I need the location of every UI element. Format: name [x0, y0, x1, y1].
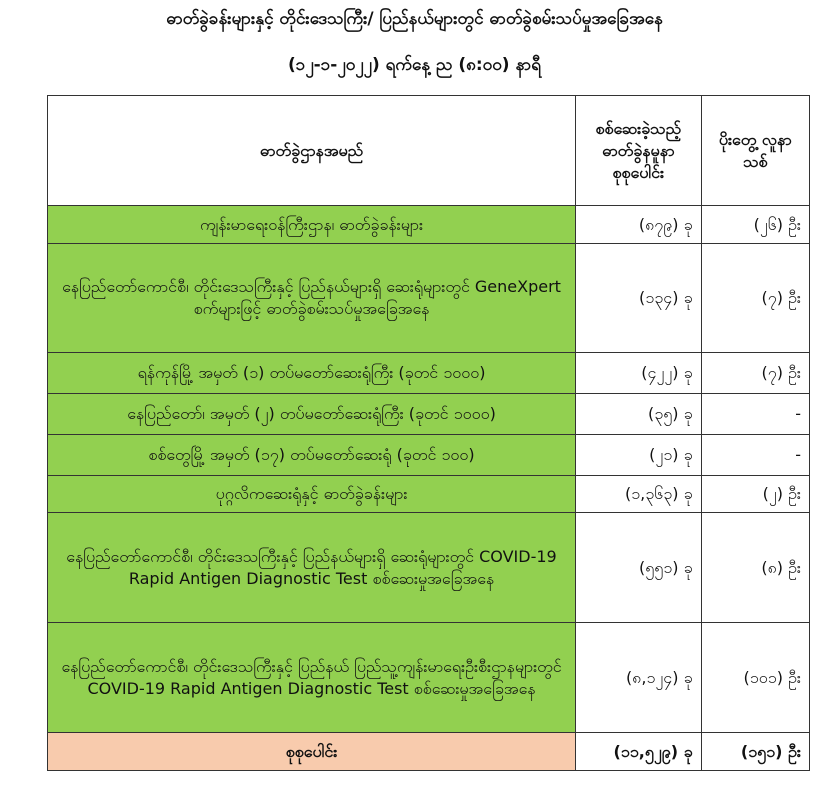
samples-count: (၄၂၂) ခု — [576, 353, 702, 394]
positive-count: (၂) ဦး — [701, 476, 809, 513]
header-lab-name: ဓာတ်ခွဲဌာနအမည် — [48, 96, 576, 206]
samples-count: (၃၅) ခု — [576, 394, 702, 435]
table-row — [48, 435, 810, 476]
positive-count: (၈) ဦး — [701, 513, 809, 623]
lab-name: နေပြည်တော်ကောင်စီ၊ တိုင်းဒေသကြီးနှင့် ပြည်နယ်များရှိ ဆေးရုံများတွင် GeneXpert စက်များဖြင့် ဓာတ်ခွဲစမ်းသပ်မှုအခြေအနေ — [48, 244, 576, 353]
total-samples: (၁၁,၅၂၉) ခု — [576, 733, 702, 771]
positive-count: (၇) ဦး — [701, 244, 809, 353]
report-datetime: (၁၂-၁-၂၀၂၂) ရက်နေ့ ည (၈:၀၀) နာရီ — [288, 55, 541, 75]
table-row — [48, 206, 810, 244]
samples-count: (၂၁) ခု — [576, 435, 702, 476]
header-samples-tested: စစ်ဆေးခဲ့သည့် ဓာတ်ခွဲနမူနာ စုစုပေါင်း — [576, 96, 702, 206]
positive-count: (၁၀၁) ဦး — [701, 623, 809, 733]
lab-name: နေပြည်တော်၊ အမှတ် (၂) တပ်မတော်ဆေးရုံကြီး (ခုတင် ၁၀၀၀) — [48, 394, 576, 435]
lab-testing-table — [47, 95, 810, 771]
samples-count: (၅၅၁) ခု — [576, 513, 702, 623]
report-title: ဓာတ်ခွဲခန်းများနှင့် တိုင်းဒေသကြီး/ ပြည်နယ်များတွင် ဓာတ်ခွဲစမ်းသပ်မှုအခြေအနေ — [166, 9, 663, 29]
table-row — [48, 623, 810, 733]
samples-count: (၈,၁၂၄) ခု — [576, 623, 702, 733]
header-row — [48, 96, 810, 206]
samples-count: (၁၃၄) ခု — [576, 244, 702, 353]
positive-count: - — [701, 394, 809, 435]
lab-name: နေပြည်တော်ကောင်စီ၊ တိုင်းဒေသကြီးနှင့် ပြည်နယ်များရှိ ဆေးရုံများတွင် COVID-19 Rapid Antigen Diagnostic Test စစ်ဆေးမှုအခြေအနေ — [48, 513, 576, 623]
table-row — [48, 513, 810, 623]
total-positive: (၁၅၁) ဦး — [701, 733, 809, 771]
positive-count: (၇) ဦး — [701, 353, 809, 394]
table-row — [48, 476, 810, 513]
table-row — [48, 244, 810, 353]
lab-name: ရန်ကုန်မြို့ အမှတ် (၁) တပ်မတော်ဆေးရုံကြီး (ခုတင် ၁၀၀၀) — [48, 353, 576, 394]
table-row — [48, 353, 810, 394]
samples-count: (၁,၃၆၃) ခု — [576, 476, 702, 513]
positive-count: - — [701, 435, 809, 476]
lab-name: နေပြည်တော်ကောင်စီ၊ တိုင်းဒေသကြီးနှင့် ပြည်နယ် ပြည်သူ့ကျန်းမာရေးဦးစီးဌာနများတွင် COVID-19 Rapid Antigen Diagnostic Test စစ်ဆေးမှုအခြေအနေ — [48, 623, 576, 733]
lab-name: စစ်တွေမြို့ အမှတ် (၁၇) တပ်မတော်ဆေးရုံ (ခုတင် ၁၀၀) — [48, 435, 576, 476]
lab-name: ပုဂ္ဂလိကဆေးရုံနှင့် ဓာတ်ခွဲခန်းများ — [48, 476, 576, 513]
table-row — [48, 394, 810, 435]
total-row — [48, 733, 810, 771]
total-label: စုစုပေါင်း — [48, 733, 576, 771]
header-new-positive: ပိုးတွေ့ လူနာသစ် — [701, 96, 809, 206]
positive-count: (၂၆) ဦး — [701, 206, 809, 244]
samples-count: (၈၇၉) ခု — [576, 206, 702, 244]
lab-name: ကျန်းမာရေးဝန်ကြီးဌာန၊ ဓာတ်ခွဲခန်းများ — [48, 206, 576, 244]
